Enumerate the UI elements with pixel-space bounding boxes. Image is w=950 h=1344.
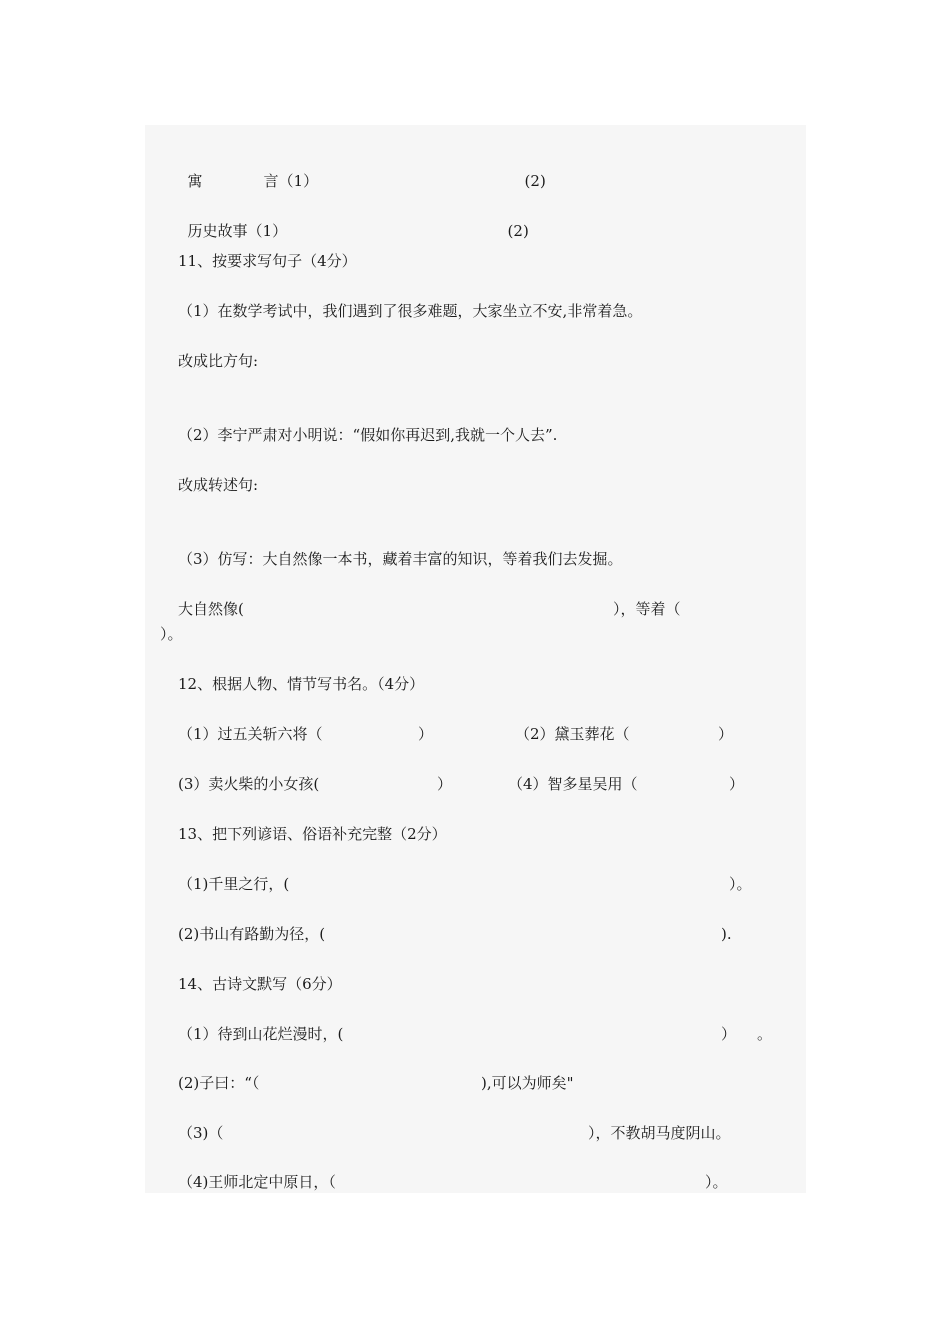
q14-item-3-close: ），不教胡马度阴山。 (588, 1124, 731, 1142)
q12-item-4: （4）智多星吴用（ (508, 775, 638, 793)
q11-prompt-1: （1）在数学考试中，我们遇到了很多难题，大家坐立不安,非常着急。 (178, 302, 643, 320)
q13-item-1-close: ）。 (729, 875, 752, 893)
q11-prompt-3: （3）仿写：大自然像一本书，藏着丰富的知识，等着我们去发掘。 (178, 550, 623, 568)
history-item2 (498, 201, 529, 241)
q13-title: 13、把下列谚语、俗语补充完整（2分） (178, 825, 447, 843)
q12-item-3-close: ） (437, 775, 453, 793)
q13-item-2-close: ). (721, 925, 732, 943)
q12-item-1: （1）过五关斩六将（ (178, 725, 323, 743)
q14-item-2: (2)子曰：“（ (178, 1074, 260, 1092)
q11-fill-3c: ）。 (160, 625, 183, 643)
fable-line (178, 151, 203, 191)
q11-fill-3a: 大自然像( (178, 600, 244, 618)
q14-item-4: （4)王师北定中原日，（ (178, 1173, 336, 1191)
q14-item-3: （3)（ (178, 1124, 224, 1142)
q11-task-1: 改成比方句: (178, 352, 259, 370)
fable-item2-label: (2) (524, 172, 546, 190)
q11-title: 11、按要求写句子（4分） (178, 252, 357, 270)
q11-prompt-2: （2）李宁严肃对小明说：“假如你再迟到,我就一个人去”. (178, 426, 558, 444)
q12-item-3: (3）卖火柴的小女孩( (178, 775, 320, 793)
q13-item-1: （1)千里之行，( (178, 875, 290, 893)
q14-item-1-end: 。 (757, 1025, 773, 1043)
q12-item-1-close: ） (418, 725, 434, 743)
fable-label-b: 言（1） (263, 172, 319, 190)
q12-title: 12、根据人物、情节写书名。（4分） (178, 675, 425, 693)
fable-line-b (254, 151, 318, 191)
fable-item2 (515, 151, 546, 191)
q14-title: 14、古诗文默写（6分） (178, 975, 342, 993)
q13-item-2: (2)书山有路勤为径，( (178, 925, 326, 943)
history-item2-label: (2) (507, 222, 529, 240)
history-line (178, 201, 287, 241)
q14-item-4-close: ）。 (705, 1173, 728, 1191)
q12-item-4-close: ） (729, 775, 745, 793)
history-label: 历史故事（1） (187, 222, 288, 240)
q11-fill-3b: ），等着（ (613, 600, 681, 618)
q14-item-2-close: ),可以为师矣" (481, 1074, 574, 1092)
fable-label-a: 寓 (187, 172, 203, 190)
q11-task-2: 改成转述句: (178, 476, 259, 494)
q12-item-2: （2）黛玉葬花（ (515, 725, 630, 743)
q12-item-2-close: ） (718, 725, 734, 743)
q14-item-1-close: ） (721, 1025, 737, 1043)
q14-item-1: （1）待到山花烂漫时，( (178, 1025, 344, 1043)
